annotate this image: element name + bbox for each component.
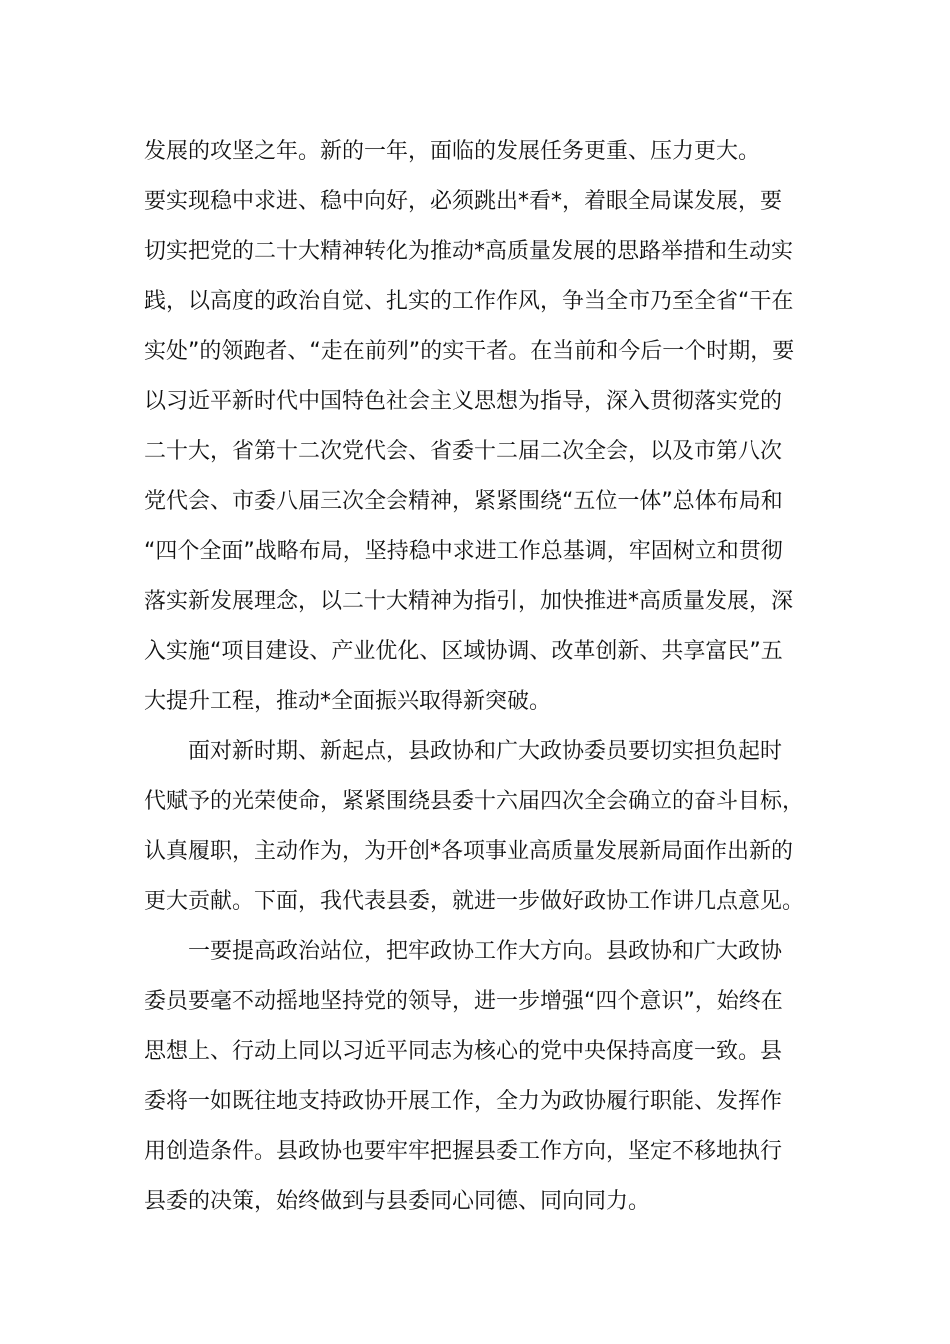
- text-line: “四个全面”战略布局，坚持稳中求进工作总基调，牢固树立和贯彻: [144, 539, 783, 564]
- text-line: 入实施“项目建设、产业优化、区域协调、改革创新、共享富民”五: [144, 639, 783, 664]
- text-line: 委员要毫不动摇地坚持党的领导，进一步增强“四个意识”，始终在: [144, 989, 783, 1014]
- paragraph-start-line: 一要提高政治站位，把牢政协工作大方向。县政协和广大政协: [188, 939, 783, 964]
- text-line: 县委的决策，始终做到与县委同心同德、同向同力。: [144, 1189, 651, 1214]
- text-line: 委将一如既往地支持政协开展工作，全力为政协履行职能、发挥作: [144, 1089, 783, 1114]
- text-line: 更大贡献。下面，我代表县委，就进一步做好政协工作讲几点意见。: [144, 889, 805, 914]
- text-line: 实处”的领跑者、“走在前列”的实干者。在当前和今后一个时期，要: [144, 339, 795, 364]
- text-line: 认真履职，主动作为，为开创*各项事业高质量发展新局面作出新的: [144, 839, 794, 864]
- text-line: 落实新发展理念，以二十大精神为指引，加快推进*高质量发展，深: [144, 589, 794, 614]
- text-line: 切实把党的二十大精神转化为推动*高质量发展的思路举措和生动实: [144, 239, 794, 264]
- text-line: 二十大，省第十二次党代会、省委十二届二次全会，以及市第八次: [144, 439, 783, 464]
- text-line: 用创造条件。县政协也要牢牢把握县委工作方向，坚定不移地执行: [144, 1139, 783, 1164]
- text-line: 要实现稳中求进、稳中向好，必须跳出*看*，着眼全局谋发展，要: [144, 189, 783, 214]
- text-line: 发展的攻坚之年。新的一年，面临的发展任务更重、压力更大。: [144, 139, 761, 164]
- text-line: 思想上、行动上同以习近平同志为核心的党中央保持高度一致。县: [144, 1039, 783, 1064]
- text-line: 党代会、市委八届三次全会精神，紧紧围绕“五位一体”总体布局和: [144, 489, 783, 514]
- document-body: [144, 130, 844, 1230]
- text-line: 大提升工程，推动*全面振兴取得新突破。: [144, 689, 552, 714]
- text-line: 践，以高度的政治自觉、扎实的工作作风，争当全市乃至全省“干在: [144, 289, 794, 314]
- paragraph-start-line: 面对新时期、新起点，县政协和广大政协委员要切实担负起时: [188, 739, 783, 764]
- text-line: 代赋予的光荣使命，紧紧围绕县委十六届四次全会确立的奋斗目标，: [144, 789, 805, 814]
- text-line: 以习近平新时代中国特色社会主义思想为指导，深入贯彻落实党的: [144, 389, 783, 414]
